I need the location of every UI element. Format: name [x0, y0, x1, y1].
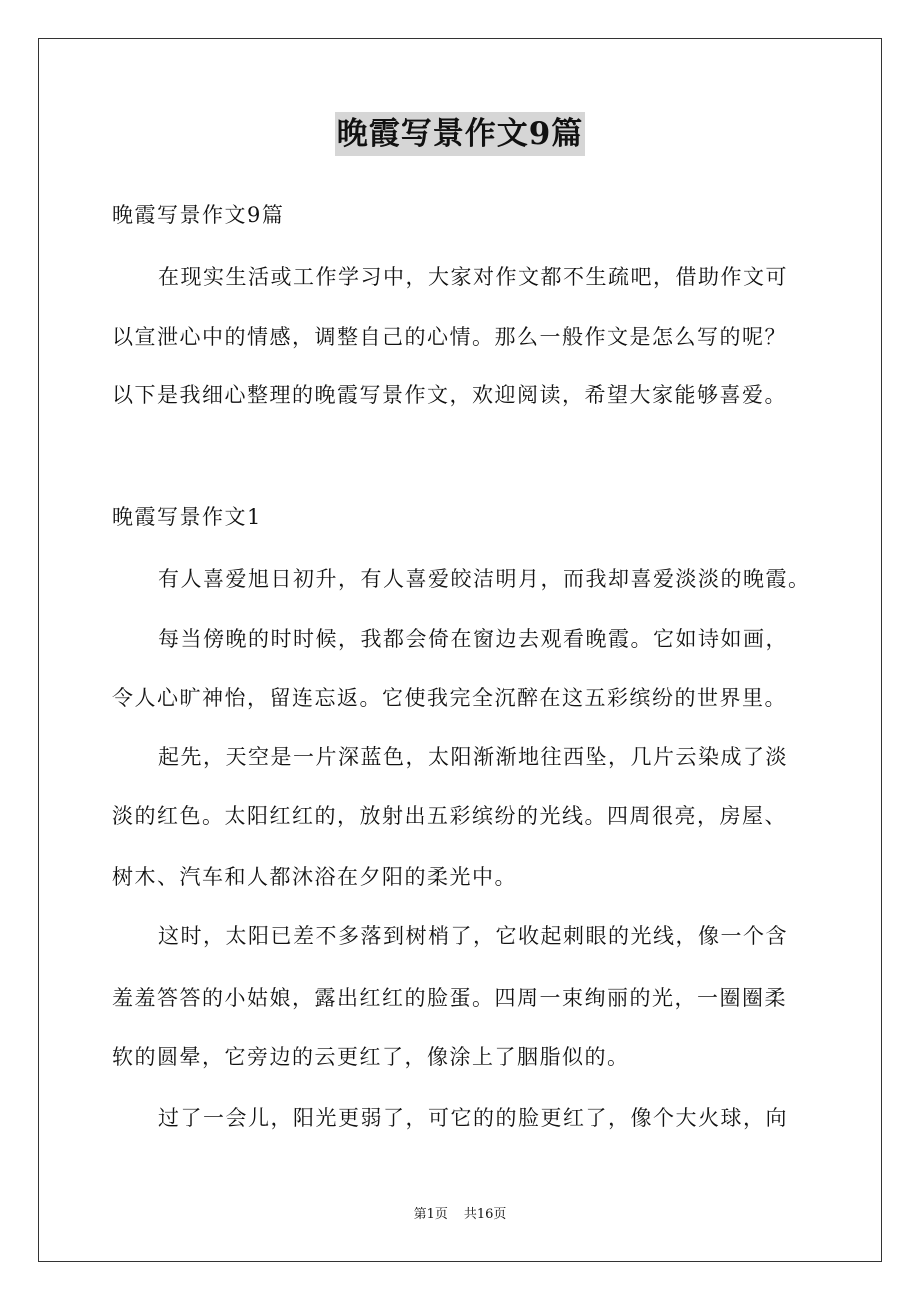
page-total: 共16页 — [463, 1207, 507, 1222]
body-line-9: 软的圆晕，它旁边的云更红了，像涂上了胭脂似的。 — [112, 1045, 630, 1069]
intro-line-3: 以下是我细心整理的晚霞写景作文，欢迎阅读，希望大家能够喜爱。 — [112, 383, 787, 407]
intro-line-2: 以宣泄心中的情感，调整自己的心情。那么一般作文是怎么写的呢？ — [112, 325, 787, 349]
document-subtitle: 晚霞写景作文9篇 — [112, 203, 285, 227]
page-footer — [0, 1206, 920, 1224]
body-line-6: 树木、汽车和人都沐浴在夕阳的柔光中。 — [112, 865, 517, 889]
body-line-10: 过了一会儿，阳光更弱了，可它的的脸更红了，像个大火球，向 — [158, 1106, 788, 1130]
body-line-8: 羞羞答答的小姑娘，露出红红的脸蛋。四周一束绚丽的光，一圈圈柔 — [112, 986, 787, 1010]
document-title: 晚霞写景作文9篇 — [335, 112, 586, 156]
intro-line-1: 在现实生活或工作学习中，大家对作文都不生疏吧，借助作文可 — [158, 265, 788, 289]
page-number: 第1页 — [413, 1207, 448, 1222]
body-line-4: 起先，天空是一片深蓝色，太阳渐渐地往西坠，几片云染成了淡 — [158, 745, 788, 769]
body-line-7: 这时，太阳已差不多落到树梢了，它收起刺眼的光线，像一个含 — [158, 924, 788, 948]
body-line-3: 令人心旷神怡，留连忘返。它使我完全沉醉在这五彩缤纷的世界里。 — [112, 686, 787, 710]
title-container — [0, 112, 920, 156]
body-line-5: 淡的红色。太阳红红的，放射出五彩缤纷的光线。四周很亮，房屋、 — [112, 804, 787, 828]
body-line-2: 每当傍晚的时时候，我都会倚在窗边去观看晚霞。它如诗如画， — [158, 627, 788, 651]
body-line-1: 有人喜爱旭日初升，有人喜爱皎洁明月，而我却喜爱淡淡的晚霞。 — [158, 567, 811, 591]
section-heading: 晚霞写景作文1 — [112, 505, 262, 529]
